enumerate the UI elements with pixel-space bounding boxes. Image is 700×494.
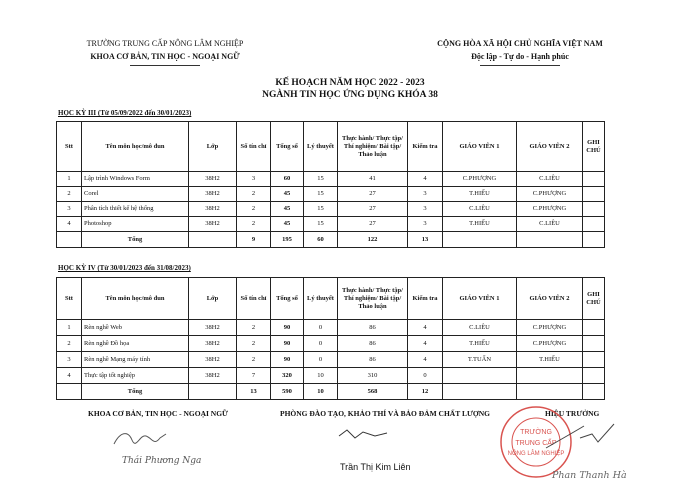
cell: T.TUẤN [443, 352, 517, 368]
cell: 38H2 [189, 368, 237, 384]
cell: 4 [408, 172, 443, 187]
principal-signer-name: Phan Thanh Hà [552, 470, 627, 481]
cell [583, 384, 605, 400]
total-row [57, 232, 605, 248]
cell [517, 232, 583, 248]
cell: C.LIÊU [517, 217, 583, 232]
col-teacher2: GIÁO VIÊN 2 [517, 278, 583, 320]
cell: 27 [338, 187, 408, 202]
cell: 4 [408, 320, 443, 336]
cell: 15 [304, 172, 338, 187]
cell: 0 [304, 336, 338, 352]
cell: 4 [408, 352, 443, 368]
total-label: Tổng [82, 384, 189, 400]
col-theory: Lý thuyết [304, 122, 338, 172]
cell [517, 384, 583, 400]
cell [443, 232, 517, 248]
cell: C.LIÊU [443, 202, 517, 217]
cell [583, 336, 605, 352]
col-credits: Số tín chỉ [237, 122, 271, 172]
cell: C.PHƯỢNG [517, 202, 583, 217]
semester4-heading: HỌC KỲ IV (Từ 30/01/2023 đến 31/08/2023) [58, 264, 191, 272]
col-subject: Tên môn học/mô đun [82, 122, 189, 172]
cell: 38H2 [189, 320, 237, 336]
school-name: TRƯỜNG TRUNG CẤP NÔNG LÂM NGHIỆP [86, 39, 244, 48]
cell: 3 [237, 172, 271, 187]
total-exam: 13 [408, 232, 443, 248]
cell: 2 [237, 320, 271, 336]
total-theory: 60 [304, 232, 338, 248]
cell: 38H2 [189, 187, 237, 202]
cell: 0 [304, 320, 338, 336]
cell: 90 [271, 352, 304, 368]
col-total: Tổng số [271, 278, 304, 320]
cell [189, 232, 237, 248]
cell: 0 [304, 352, 338, 368]
cell: C.PHƯỢNG [517, 320, 583, 336]
cell: 38H2 [189, 202, 237, 217]
col-notes: GHI CHÚ [583, 278, 605, 320]
cell: 2 [57, 336, 82, 352]
cell [583, 352, 605, 368]
cell [189, 384, 237, 400]
svg-text:TRƯỜNG: TRƯỜNG [520, 429, 552, 436]
training-office-title: PHÒNG ĐÀO TẠO, KHẢO THÍ VÀ BẢO ĐẢM CHẤT LƯỢNG [280, 409, 491, 418]
cell: 2 [57, 187, 82, 202]
cell: Photoshop [82, 217, 189, 232]
cell: 86 [338, 336, 408, 352]
cell: 7 [237, 368, 271, 384]
semester3-header-row [57, 122, 605, 172]
svg-text:NÔNG LÂM NGHIỆP: NÔNG LÂM NGHIỆP [507, 451, 565, 457]
cell: 3 [57, 202, 82, 217]
table-row [57, 217, 605, 232]
cell: 38H2 [189, 336, 237, 352]
faculty-signer-name: Thái Phương Nga [122, 456, 202, 466]
cell [57, 384, 82, 400]
cell [57, 232, 82, 248]
cell: Rèn nghề Web [82, 320, 189, 336]
cell: 15 [304, 217, 338, 232]
cell: Lập trình Windows Form [82, 172, 189, 187]
col-practice: Thực hành/ Thực tập/ Thí nghiệm/ Bài tập/ Thảo luận [338, 278, 408, 320]
cell [443, 384, 517, 400]
cell: C.LIÊU [517, 172, 583, 187]
table-row [57, 368, 605, 384]
cell: 2 [237, 202, 271, 217]
plan-subtitle: NGÀNH TIN HỌC ỨNG DỤNG KHÓA 38 [262, 90, 438, 100]
table-row [57, 336, 605, 352]
total-practice: 568 [338, 384, 408, 400]
table-row [57, 172, 605, 187]
cell: T.HIẾU [443, 187, 517, 202]
cell: C.PHƯỢNG [517, 187, 583, 202]
cell: 45 [271, 187, 304, 202]
training-office-signer-name: Trần Thị Kim Liên [340, 462, 411, 472]
cell: 3 [408, 217, 443, 232]
cell: 90 [271, 320, 304, 336]
total-theory: 10 [304, 384, 338, 400]
cell: Rèn nghề Mạng máy tính [82, 352, 189, 368]
cell: Corel [82, 187, 189, 202]
semester4-table [56, 277, 605, 400]
cell [443, 368, 517, 384]
cell [583, 217, 605, 232]
cell: 27 [338, 217, 408, 232]
col-class: Lớp [189, 122, 237, 172]
cell: 86 [338, 352, 408, 368]
cell: 3 [408, 187, 443, 202]
total-row [57, 384, 605, 400]
col-teacher1: GIÁO VIÊN 1 [443, 122, 517, 172]
cell: 0 [408, 368, 443, 384]
cell [583, 368, 605, 384]
cell: 2 [237, 352, 271, 368]
country-name: CỘNG HÒA XÃ HỘI CHỦ NGHĨA VIỆT NAM [437, 39, 603, 48]
cell: 2 [237, 217, 271, 232]
col-stt: Stt [57, 278, 82, 320]
cell: 320 [271, 368, 304, 384]
cell: 45 [271, 217, 304, 232]
cell: 4 [408, 336, 443, 352]
cell: T.HIẾU [443, 336, 517, 352]
cell: 10 [304, 368, 338, 384]
table-row [57, 202, 605, 217]
cell: 15 [304, 187, 338, 202]
col-total: Tổng số [271, 122, 304, 172]
cell: 310 [338, 368, 408, 384]
col-teacher2: GIÁO VIÊN 2 [517, 122, 583, 172]
cell: T.HIẾU [443, 217, 517, 232]
cell: T.HIẾU [517, 352, 583, 368]
table-row [57, 187, 605, 202]
cell [583, 232, 605, 248]
cell: Phân tích thiết kế hệ thống [82, 202, 189, 217]
cell: 38H2 [189, 352, 237, 368]
semester3-heading: HỌC KỲ III (Từ 05/09/2022 đến 30/01/2023) [58, 109, 192, 117]
cell: C.LIÊU [443, 320, 517, 336]
cell [517, 368, 583, 384]
cell [583, 202, 605, 217]
semester4-header-row [57, 278, 605, 320]
cell: 2 [237, 187, 271, 202]
motto: Độc lập - Tự do - Hạnh phúc [471, 52, 569, 61]
right-underline [480, 65, 560, 66]
cell: 41 [338, 172, 408, 187]
table-row [57, 352, 605, 368]
cell: Thực tập tốt nghiệp [82, 368, 189, 384]
col-subject: Tên môn học/mô đun [82, 278, 189, 320]
plan-title: KẾ HOẠCH NĂM HỌC 2022 - 2023 [275, 78, 425, 88]
col-exam: Kiểm tra [408, 278, 443, 320]
cell [583, 172, 605, 187]
cell: 2 [237, 336, 271, 352]
total-hours: 590 [271, 384, 304, 400]
cell: 90 [271, 336, 304, 352]
cell: 1 [57, 320, 82, 336]
table-row [57, 320, 605, 336]
semester3-table [56, 121, 605, 248]
cell: 3 [57, 352, 82, 368]
faculty-signature-title: KHOA CƠ BẢN, TIN HỌC - NGOẠI NGỮ [88, 409, 229, 418]
training-office-signature [335, 424, 395, 444]
cell: 4 [57, 368, 82, 384]
col-credits: Số tín chỉ [237, 278, 271, 320]
faculty-name: KHOA CƠ BẢN, TIN HỌC - NGOẠI NGỮ [90, 52, 240, 61]
svg-text:TRUNG CẤP: TRUNG CẤP [515, 440, 557, 447]
cell: 86 [338, 320, 408, 336]
cell: 1 [57, 172, 82, 187]
total-credits: 9 [237, 232, 271, 248]
total-hours: 195 [271, 232, 304, 248]
col-stt: Stt [57, 122, 82, 172]
cell [583, 320, 605, 336]
col-class: Lớp [189, 278, 237, 320]
col-theory: Lý thuyết [304, 278, 338, 320]
total-practice: 122 [338, 232, 408, 248]
cell: 4 [57, 217, 82, 232]
cell: Rèn nghề Đồ họa [82, 336, 189, 352]
cell [583, 187, 605, 202]
col-practice: Thực hành/ Thực tập/ Thí nghiệm/ Bài tập/ Thảo luận [338, 122, 408, 172]
cell: C.PHƯỢNG [517, 336, 583, 352]
cell: 60 [271, 172, 304, 187]
col-notes: GHI CHÚ [583, 122, 605, 172]
cell: 3 [408, 202, 443, 217]
total-credits: 13 [237, 384, 271, 400]
total-label: Tổng [82, 232, 189, 248]
cell: 38H2 [189, 217, 237, 232]
faculty-signature [110, 426, 170, 454]
cell: 27 [338, 202, 408, 217]
principal-signature [540, 418, 620, 458]
cell: C.PHƯỢNG [443, 172, 517, 187]
cell: 38H2 [189, 172, 237, 187]
col-teacher1: GIÁO VIÊN 1 [443, 278, 517, 320]
col-exam: Kiểm tra [408, 122, 443, 172]
total-exam: 12 [408, 384, 443, 400]
cell: 45 [271, 202, 304, 217]
left-underline [130, 65, 200, 66]
principal-title: HIỆU TRƯỞNG [545, 409, 600, 418]
cell: 15 [304, 202, 338, 217]
